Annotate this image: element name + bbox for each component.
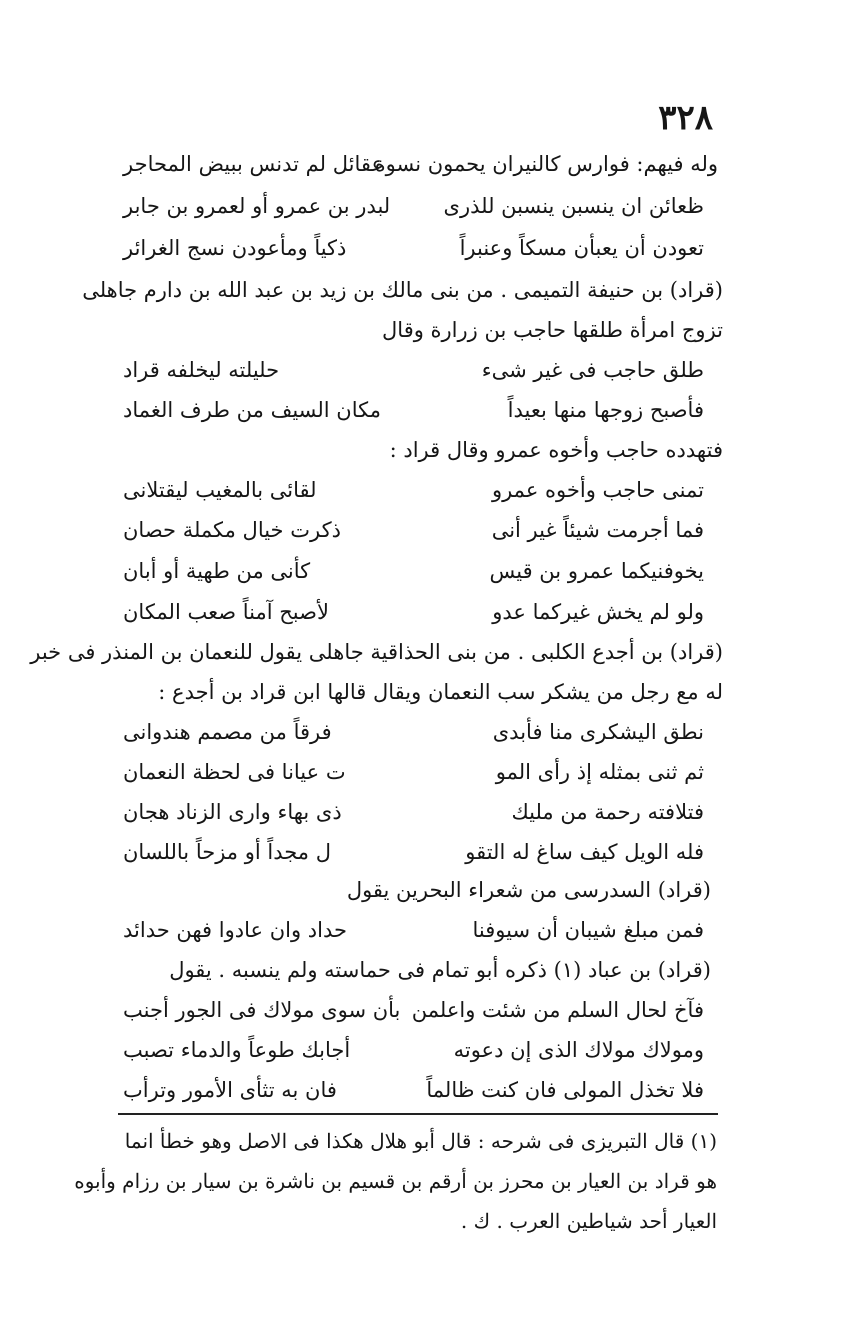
verse-first-hemistich: فلا تخذل المولى فان كنت ظالماً	[426, 1078, 704, 1102]
verse-line	[123, 352, 718, 388]
verse-second-hemistich: ذى بهاء وارى الزناد هجان	[123, 800, 342, 824]
footnote-line: (١) قال التبريزى فى شرحه : قال أبو هلال هكذا فى الاصل وهو خطأ انما	[124, 1129, 717, 1153]
verse-first-hemistich: ولو لم يخش غيركما عدو	[492, 600, 704, 624]
page-number: ٣٢٨	[658, 98, 713, 138]
verse-line	[123, 188, 718, 224]
verse-line	[123, 912, 718, 948]
footnote-line: العيار أحد شياطين العرب . ك .	[460, 1209, 717, 1233]
verse-second-hemistich: لقائى بالمغيب ليقتلانى	[123, 478, 317, 502]
verse-line	[123, 754, 718, 790]
verse-second-hemistich: ت عيانا فى لحظة النعمان	[123, 760, 346, 784]
verse-first-hemistich: طلق حاجب فى غير شىء	[481, 358, 704, 382]
footnote-line: هو قراد بن العيار بن محرز بن أرقم بن قسيم بن ناشرة بن سيار بن رزام وأبوه	[74, 1169, 717, 1193]
verse-first-hemistich: تعودن أن يعبأن مسكاً وعنبراً	[459, 236, 704, 260]
verse-line	[123, 1032, 718, 1068]
verse-line	[123, 553, 718, 589]
verse-first-hemistich: فتلافته رحمة من مليك	[511, 800, 704, 824]
prose-line: (قراد) السدرسى من شعراء البحرين يقول	[346, 878, 711, 902]
verse-line	[123, 230, 718, 266]
verse-first-hemistich: ثم ثنى بمثله إذ رأى المو	[495, 760, 704, 784]
verse-second-hemistich: فان به تثأى الأمور وترأب	[123, 1078, 337, 1102]
prose-line: له مع رجل من يشكر سب النعمان ويقال قالها ابن قراد بن أجدع :	[158, 680, 723, 704]
verse-second-hemistich: كأنى من طهية أو أبان	[123, 559, 311, 583]
prose-line: (قراد) بن عباد (١) ذكره أبو تمام فى حماسته ولم ينسبه . يقول	[169, 958, 711, 982]
prose-line: تزوج امرأة طلقها حاجب بن زرارة وقال	[382, 318, 723, 342]
prose-line: فتهدده حاجب وأخوه عمرو وقال قراد :	[389, 438, 723, 462]
verse-second-hemistich: بأن سوى مولاك فى الجور أجنب	[123, 998, 401, 1022]
verse-second-hemistich: لبدر بن عمرو أو لعمرو بن جابر	[123, 194, 391, 218]
verse-first-hemistich: فآخ لحال السلم من شئت واعلمن	[411, 998, 704, 1022]
verse-second-hemistich: مكان السيف من طرف الغماد	[123, 398, 381, 422]
verse-first-hemistich: فأصبح زوجها منها بعيداً	[507, 398, 704, 422]
verse-second-hemistich: ذكياً ومأعودن نسج الغرائر	[123, 236, 347, 260]
verse-first-hemistich: ظعائن ان ينسبن ينسبن للذرى	[443, 194, 704, 218]
prose-line: (قراد) بن حنيفة التميمى . من بنى مالك بن زيد بن عبد الله بن دارم جاهلى	[82, 278, 723, 302]
verse-first-hemistich: ومولاك مولاك الذى إن دعوته	[453, 1038, 704, 1062]
verse-first-hemistich: يخوفنيكما عمرو بن قيس	[489, 559, 704, 583]
verse-line	[123, 992, 718, 1028]
verse-second-hemistich: حداد وان عادوا فهن حدائد	[123, 918, 347, 942]
verse-second-hemistich: لأصبح آمناً صعب المكان	[123, 600, 329, 624]
verse-second-hemistich: أجابك طوعاً والدماء تصبب	[123, 1038, 351, 1062]
verse-first-hemistich: فما أجرمت شيئاً غير أنى	[491, 518, 704, 542]
verse-first-hemistich: فمن مبلغ شيبان أن سيوفنا	[472, 918, 704, 942]
verse-line	[123, 594, 718, 630]
verse-line	[123, 146, 718, 182]
verse-line	[123, 472, 718, 508]
verse-line	[123, 794, 718, 830]
footnote-separator	[118, 1113, 718, 1115]
verse-second-hemistich: عقائل لم تدنس ببيض المحاجر	[123, 152, 385, 176]
verse-second-hemistich: ل مجداً أو مزحاً باللسان	[123, 840, 331, 864]
verse-second-hemistich: فرقاً من مصمم هندوانى	[123, 720, 332, 744]
prose-line: (قراد) بن أجدع الكلبى . من بنى الحذاقية جاهلى يقول للنعمان بن المنذر فى خبر	[30, 640, 723, 664]
verse-second-hemistich: ذكرت خيال مكملة حصان	[123, 518, 341, 542]
verse-line	[123, 392, 718, 428]
verse-line	[123, 1072, 718, 1108]
verse-first-hemistich: فله الويل كيف ساغ له التقو	[465, 840, 704, 864]
verse-second-hemistich: حليلته ليخلفه قراد	[123, 358, 280, 382]
verse-line	[123, 834, 718, 870]
verse-first-hemistich: نطق اليشكرى منا فأبدى	[492, 720, 704, 744]
verse-first-hemistich: تمنى حاجب وأخوه عمرو	[491, 478, 704, 502]
verse-first-hemistich: وله فيهم: فوارس كالنيران يحمون نسوة	[374, 152, 718, 176]
verse-line	[123, 512, 718, 548]
verse-line	[123, 714, 718, 750]
